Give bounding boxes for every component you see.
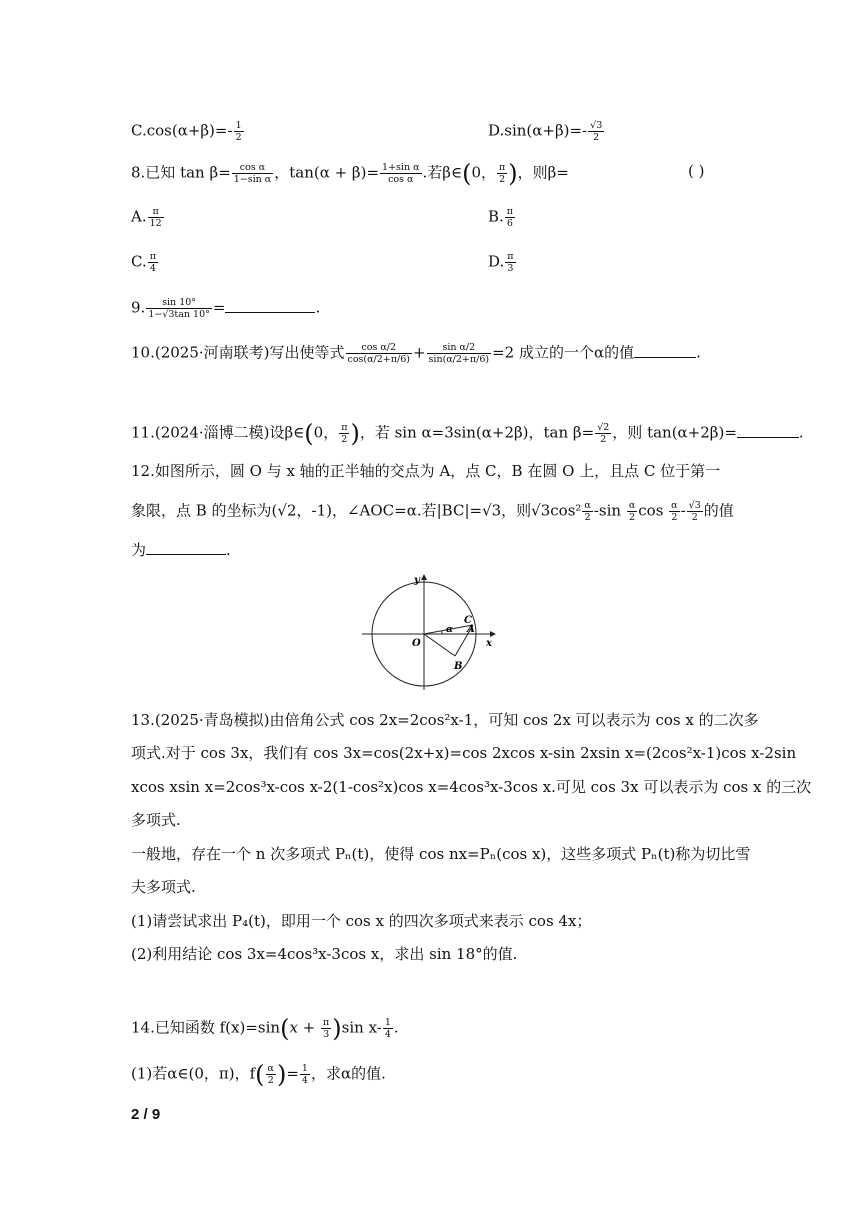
q9-answer-blank[interactable] xyxy=(225,298,315,313)
q13-line-4: 多项式. xyxy=(131,811,181,829)
q8-option-b: B. $\frac{\pi}{6}$ xyxy=(488,206,514,229)
q10-frac-2: $\frac{\text{sin α/2}}{\sin(\alpha/2+\pi/6)}$ xyxy=(428,342,490,365)
label-b: B xyxy=(454,661,463,672)
q10-stem: 10.(2025·河南联考)写出使等式 $\frac{\text{cos α/2}}{\cos(\alpha/2+\pi/6)}$ + $\frac{\text{sin α/2}}{\sin(\alpha/2+\pi/6)}$ =2 成立的一个α的值 . xyxy=(131,342,701,365)
q13-line-1: 13.(2025·青岛模拟)由倍角公式 cos 2x=2cos²x-1，可知 cos 2x 可以表示为 cos x 的二次多 xyxy=(131,711,759,729)
label-o: O xyxy=(412,638,421,649)
label-x: x xyxy=(486,638,492,649)
q11-answer-blank[interactable] xyxy=(737,423,799,438)
q13-part-1: (1)请尝试求出 P₄(t)，即用一个 cos x 的四次多项式来表示 cos 4x； xyxy=(131,912,592,930)
label-a: A xyxy=(467,624,475,635)
q14-part-1: (1)若α∈(0，π)，f( $\frac{\alpha}{2}$ )= $\frac{1}{4}$ ，求α的值. xyxy=(131,1060,386,1089)
q8-pi-half: $\frac{\pi}{2}$ xyxy=(498,162,506,185)
q13-line-6: 夫多项式. xyxy=(131,878,196,896)
q7-c-text: C.cos(α+β)=- xyxy=(131,121,233,140)
q13-part-2: (2)利用结论 cos 3x=4cos³x-3cos x，求出 sin 18°的值. xyxy=(131,945,518,963)
q11-tan-fraction: $\frac{√2}{2}$ xyxy=(597,422,610,445)
q8-suffix: ，则β= xyxy=(517,163,569,182)
q10-answer-blank[interactable] xyxy=(634,343,696,358)
q7-option-d xyxy=(488,120,605,143)
q8-option-d: D. $\frac{\pi}{3}$ xyxy=(488,251,514,274)
q12-line-2: 象限，点 B 的坐标为(√2，-1)，∠AOC=α.若|BC|=√3，则√3cos² $\frac{\alpha}{2}$ -sin $\frac{\alpha}{2}$ cos $\frac{\alpha}{2}$ - $\frac{√3}{2}$ 的值 xyxy=(131,500,734,523)
q7-d-text: D.sin(α+β)=- xyxy=(488,121,588,140)
q11-stem: 11.(2024·淄博二模)设β∈(0， $\frac{\pi}{2}$ )，若 sin α=3sin(α+2β)，tan β= $\frac{√2}{2}$ ，则 tan(α+2β)= . xyxy=(131,419,804,448)
q7-d-fraction: $\frac{√3}{2}$ xyxy=(590,120,603,143)
q13-line-2: 项式.对于 cos 3x，我们有 cos 3x=cos(2x+x)=cos 2xcos x-sin 2xsin x=(2cos²x-1)cos x-2sin xyxy=(131,744,797,762)
q9-stem: 9. $\frac{\sin 10^\circ}{1-√3\tan 10^\circ}$ = . xyxy=(131,297,321,320)
q10-frac-1: $\frac{\text{cos α/2}}{\cos(\alpha/2+\pi/6)}$ xyxy=(347,342,410,365)
label-c: C xyxy=(464,615,472,626)
q12-line-1: 12.如图所示，圆 O 与 x 轴的正半轴的交点为 A，点 C，B 在圆 O 上，且点 C 位于第一 xyxy=(131,462,721,480)
q7-c-fraction: $\frac{1}{2}$ xyxy=(235,120,242,143)
q12-answer-blank[interactable] xyxy=(146,540,226,555)
q7-option-c xyxy=(131,120,245,143)
q13-line-3: xcos xsin x=2cos³x-cos x-2(1-cos²x)cos x=4cos³x-3cos x.可见 cos 3x 可以表示为 cos x 的三次 xyxy=(131,778,812,796)
q8-stem: 8.已知 tan β= $\frac{\text{cos α}}{\text{1−sin α}}$ ，tan(α + β)= $\frac{\text{1+sin α}}{\text{cos α}}$ .若β∈(0， $\frac{\pi}{2}$ )，则β= xyxy=(131,159,569,188)
q8-answer-bracket: ( ) xyxy=(688,162,705,180)
q12-line-3: 为 . xyxy=(131,541,231,559)
q8-prefix: 8.已知 tan β= xyxy=(131,163,231,182)
q8-mid: ，tan(α + β)= xyxy=(274,163,380,182)
q8-option-a: A. $\frac{\pi}{12}$ xyxy=(131,206,162,229)
page-number: 2 / 9 xyxy=(131,1106,161,1123)
q13-line-5: 一般地，存在一个 n 次多项式 Pₙ(t)，使得 cos nx=Pₙ(cos x)，这些多项式 Pₙ(t)称为切比雪 xyxy=(131,845,751,863)
q8-interval: 0， xyxy=(471,163,496,182)
segment-ob xyxy=(424,634,455,656)
label-y: y xyxy=(414,575,420,586)
y-arrow-icon xyxy=(421,574,427,580)
q8-cond: .若β∈ xyxy=(422,163,463,182)
label-alpha: α xyxy=(446,625,453,635)
q8-frac-1: $\frac{\text{cos α}}{\text{1−sin α}}$ xyxy=(233,162,272,185)
x-arrow-icon xyxy=(490,631,496,637)
q12-circle-figure xyxy=(362,572,502,692)
q8-option-c: C. $\frac{\pi}{4}$ xyxy=(131,251,156,274)
q9-fraction: $\frac{\sin 10^\circ}{1-√3\tan 10^\circ}$ xyxy=(148,297,210,320)
q14-stem: 14.已知函数 f(x)=sin(x + $\frac{\pi}{3}$ )sin x- $\frac{1}{4}$ . xyxy=(131,1014,399,1043)
q8-frac-2: $\frac{\text{1+sin α}}{\text{cos α}}$ xyxy=(382,162,420,185)
